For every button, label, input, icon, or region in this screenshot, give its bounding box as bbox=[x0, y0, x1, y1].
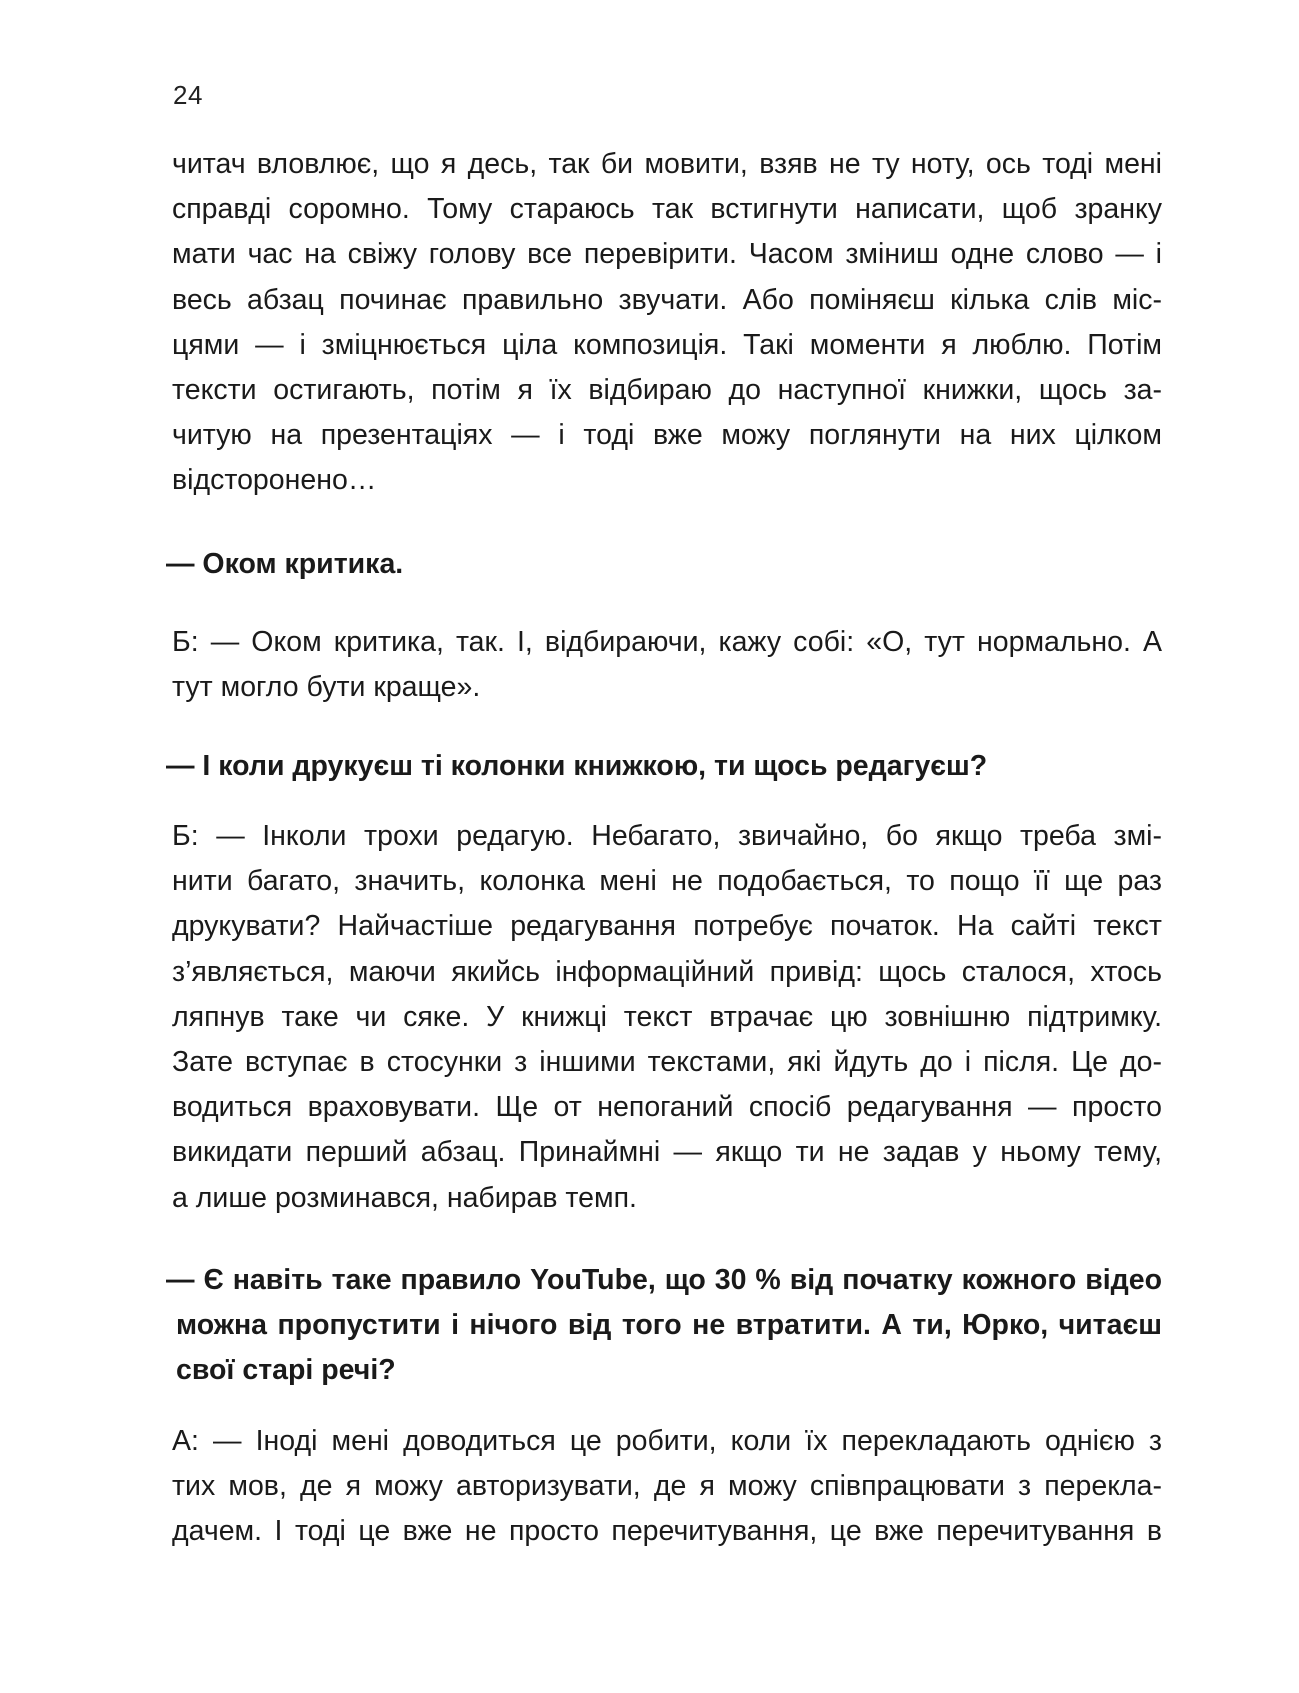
question-line: свої старі речі? bbox=[176, 1354, 396, 1387]
text-line: цями — і зміцнюється ціла композиція. Такі моменти я люблю. Потім bbox=[172, 328, 1162, 361]
text-line: друкувати? Найчастіше редагування потребує початок. На сайті текст bbox=[172, 910, 1162, 943]
text-line: ляпнув таке чи сяке. У книжці текст втрачає цю зовнішню підтримку. bbox=[172, 1000, 1162, 1033]
text-line: читач вловлює, що я десь, так би мовити, взяв не ту ноту, ось тоді мені bbox=[172, 148, 1162, 180]
question-line: можна пропустити і нічого від того не втратити. А ти, Юрко, читаєш bbox=[176, 1309, 1162, 1342]
text-line: справді соромно. Тому стараюсь так встигнути написати, щоб зранку bbox=[172, 193, 1162, 226]
answer-paragraph bbox=[172, 620, 1162, 710]
text-line: тут могло бути краще». bbox=[172, 671, 481, 704]
interviewer-question bbox=[166, 542, 1162, 587]
text-line: викидати перший абзац. Принаймні — якщо ти не задав у ньому тему, bbox=[172, 1136, 1162, 1169]
interviewer-question bbox=[166, 1258, 1162, 1394]
text-line: з’являється, маючи якийсь інформаційний привід: щось сталося, хтось bbox=[172, 955, 1162, 988]
question-line: — Оком критика. bbox=[166, 548, 404, 580]
text-line: тих мов, де я можу авторизувати, де я можу співпрацювати з перекла- bbox=[172, 1470, 1162, 1503]
text-line: дачем. І тоді це вже не просто перечитування, це вже перечитування в bbox=[172, 1515, 1162, 1548]
text-line: А: — Іноді мені доводиться це робити, коли їх перекладають однією з bbox=[172, 1425, 1162, 1457]
text-line: відсторонено… bbox=[172, 464, 377, 497]
question-line: — І коли друкуєш ті колонки книжкою, ти щось редагуєш? bbox=[166, 750, 988, 782]
answer-paragraph bbox=[172, 142, 1162, 504]
text-line: а лише розминався, набирав темп. bbox=[172, 1181, 637, 1214]
question-line: — Є навіть таке правило YouTube, що 30 % від початку кожного відео bbox=[166, 1264, 1162, 1296]
text-line: нити багато, значить, колонка мені не подобається, то пощо її ще раз bbox=[172, 865, 1162, 898]
text-line: водиться враховувати. Ще от непоганий спосіб редагування — просто bbox=[172, 1091, 1162, 1124]
text-line: Зате вступає в стосунки з іншими текстами, які йдуть до і після. Це до- bbox=[172, 1046, 1162, 1079]
text-line: тексти остигають, потім я їх відбираю до наступної книжки, щось за- bbox=[172, 374, 1162, 407]
text-line: читую на презентаціях — і тоді вже можу поглянути на них цілком bbox=[172, 419, 1162, 452]
text-line: Б: — Інколи трохи редагую. Небагато, звичайно, бо якщо треба змі- bbox=[172, 820, 1162, 852]
interviewer-question bbox=[166, 744, 1162, 789]
answer-paragraph bbox=[172, 814, 1162, 1221]
text-line: Б: — Оком критика, так. І, відбираючи, кажу собі: «О, тут нормально. А bbox=[172, 626, 1162, 658]
text-line: мати час на свіжу голову все перевірити. Часом зміниш одне слово — і bbox=[172, 238, 1162, 271]
answer-paragraph bbox=[172, 1419, 1162, 1555]
text-line: весь абзац починає правильно звучати. Або поміняєш кілька слів міс- bbox=[172, 283, 1162, 316]
page-number: 24 bbox=[173, 80, 203, 110]
